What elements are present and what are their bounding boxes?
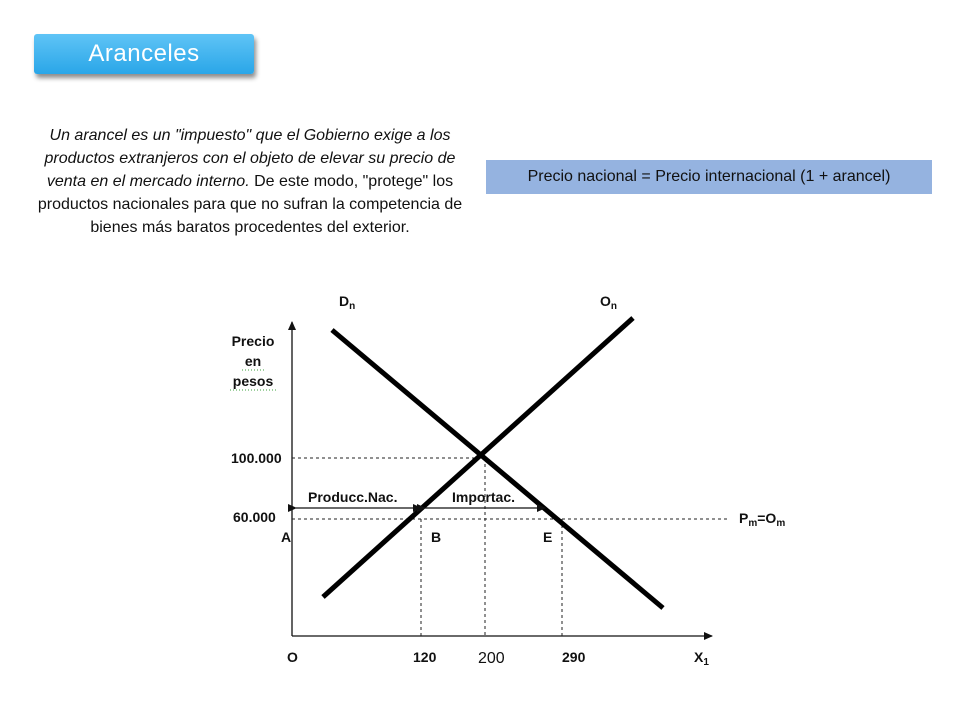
demand-label: $D_n$ — [339, 293, 356, 312]
produccion-label: Producc.Nac. — [308, 489, 398, 505]
formula-text: Precio nacional = Precio internacional (1 + arancel) — [527, 168, 891, 185]
origin-label: O — [287, 649, 298, 665]
qty-eq-label: 200 — [478, 650, 505, 667]
point-b-label: B — [431, 529, 442, 545]
intro-italic: Un arancel es un "impuesto" que el Gobierno exige a los productos extranjeros con el objeto de elevar su precio de venta en el mercado interno. — [44, 127, 456, 190]
qty-b-label: 120 — [413, 649, 437, 665]
y-axis-label-3: pesos — [232, 373, 274, 389]
qty-e-label: 290 — [562, 649, 586, 665]
demand-curve — [332, 330, 663, 608]
importacion-label: Importac. — [452, 489, 516, 505]
price-low-label: 60.000 — [233, 509, 276, 525]
price-high-label: 100.000 — [231, 450, 282, 466]
supply-label: $O_n$ — [600, 293, 617, 312]
x-axis-label: $X_1$ — [694, 649, 709, 668]
intro-normal: De este modo, "protege" los productos nacionales para que no sufran la competencia de bienes más baratos procedentes del exterior. — [37, 173, 463, 236]
point-e-label: E — [543, 529, 553, 545]
page-title: Aranceles — [88, 40, 200, 67]
y-axis-label-2: en — [244, 353, 262, 369]
y-axis-label-1: Precio — [231, 333, 275, 349]
world-price-label: $P_m=O_m$ — [739, 510, 786, 529]
point-a-label: A — [281, 529, 292, 545]
